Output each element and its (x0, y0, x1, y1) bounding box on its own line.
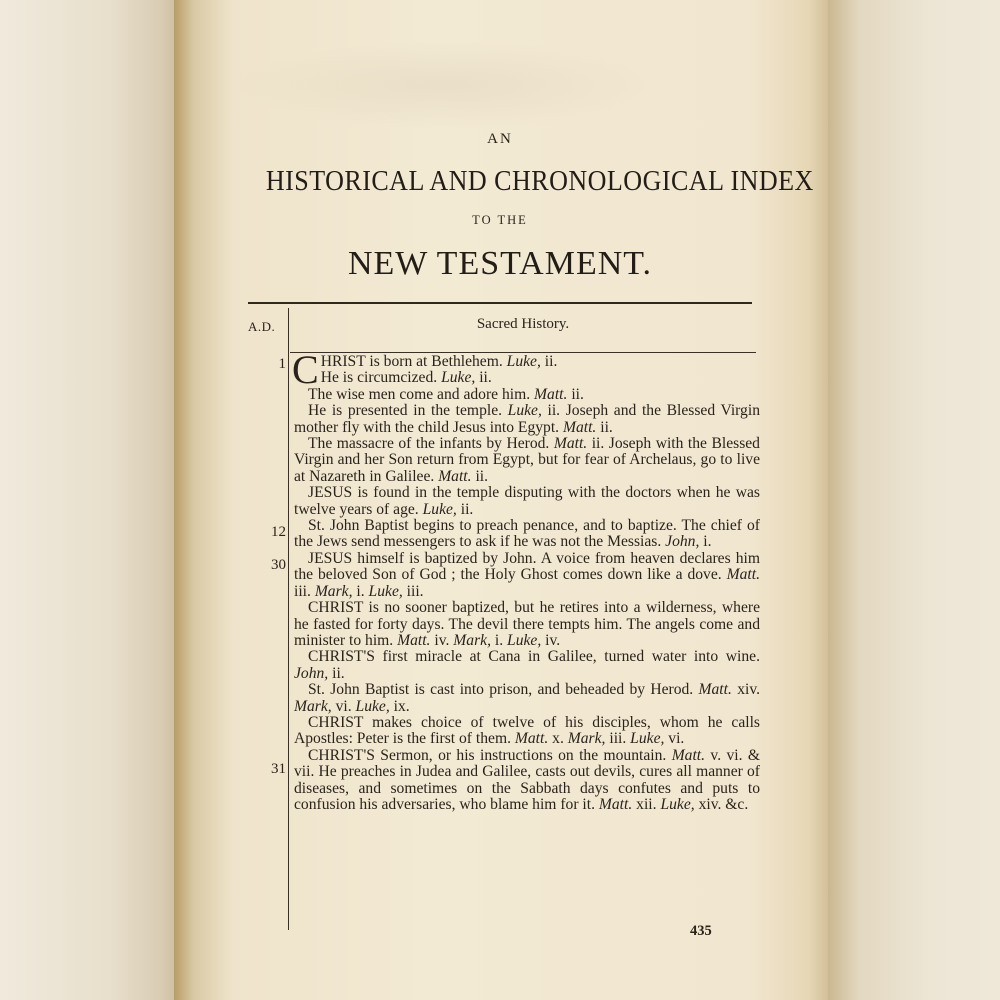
page-subtitle: NEW TESTAMENT. (347, 245, 653, 282)
entry-sermon: CHRIST'S Sermon, or his instructions on the mountain. Matt. v. vi. & vii. He preaches in Judea and Galilee, casts out devils, cures all manner of diseases, and sometimes on the Sabbath days confutes and puts to confusion his adversaries, who blame him for it. Matt. xii. Luke, xiv. &c. (294, 746, 760, 813)
entry-cana: CHRIST'S first miracle at Cana in Galilee, turned water into wine. John, ii. (294, 648, 760, 682)
title-an: AN (487, 131, 513, 147)
year-31: 31 (271, 761, 286, 777)
entry-apostles: CHRIST makes choice of twelve of his disciples, whom he calls Apostles: Peter is the first of them. Matt. x. Mark, iii. Luke, vi. (294, 713, 760, 748)
page-number: 435 (690, 923, 712, 939)
drop-cap: C (292, 347, 319, 392)
top-rule (248, 302, 752, 304)
entry-presentation: He is presented in the temple. Luke, ii. Joseph and the Blessed Virgin mother fly with the child Jesus into Egypt. Matt. ii. (294, 402, 760, 436)
entry-massacre: The massacre of the infants by Herod. Matt. ii. Joseph with the Blessed Virgin and her Son return from Egypt, but for fear of Archelaus, go to live at Nazareth in Galilee. Matt. ii. (294, 435, 760, 485)
entry-baptism: JESUS himself is baptized by John. A voice from heaven declares him the beloved Son of God ; the Holy Ghost comes down like a dove. Matt. iii. Mark, i. Luke, iii. (294, 549, 760, 600)
entry-birth: CHRIST is born at Bethlehem. Luke, ii. He is circumcized. Luke, ii. (292, 347, 558, 392)
column-header-ad: A.D. (248, 319, 276, 334)
entry-wilderness: CHRIST is no sooner baptized, but he retires into a wilderness, where he fasted for forty days. The devil there tempts him. The angels come and minister to him. Matt. iv. Mark, i. Luke, iv. (294, 599, 760, 649)
entry-john-preaches: St. John Baptist begins to preach penance, and to baptize. The chief of the Jews send messengers to ask if he was not the Messias. John, i. (294, 517, 760, 551)
year-12: 12 (271, 524, 286, 540)
title-to-the: TO THE (472, 213, 528, 227)
left-page-edge (0, 0, 200, 1000)
column-header-history: Sacred History. (476, 316, 570, 332)
entry-wise-men: The wise men come and adore him. Matt. ii. (308, 385, 584, 403)
year-1: 1 (278, 356, 286, 372)
history-text (292, 347, 760, 813)
entry-john-prison: St. John Baptist is cast into prison, and beheaded by Herod. Matt. xiv. Mark, vi. Luke, ix. (294, 681, 760, 715)
column-divider (288, 308, 289, 930)
right-background (828, 0, 1000, 1000)
page-title: HISTORICAL AND CHRONOLOGICAL INDEX (265, 166, 814, 197)
year-30: 30 (271, 557, 286, 573)
entry-temple: JESUS is found in the temple disputing with the doctors when he was twelve years of age. Luke, ii. (294, 484, 760, 518)
